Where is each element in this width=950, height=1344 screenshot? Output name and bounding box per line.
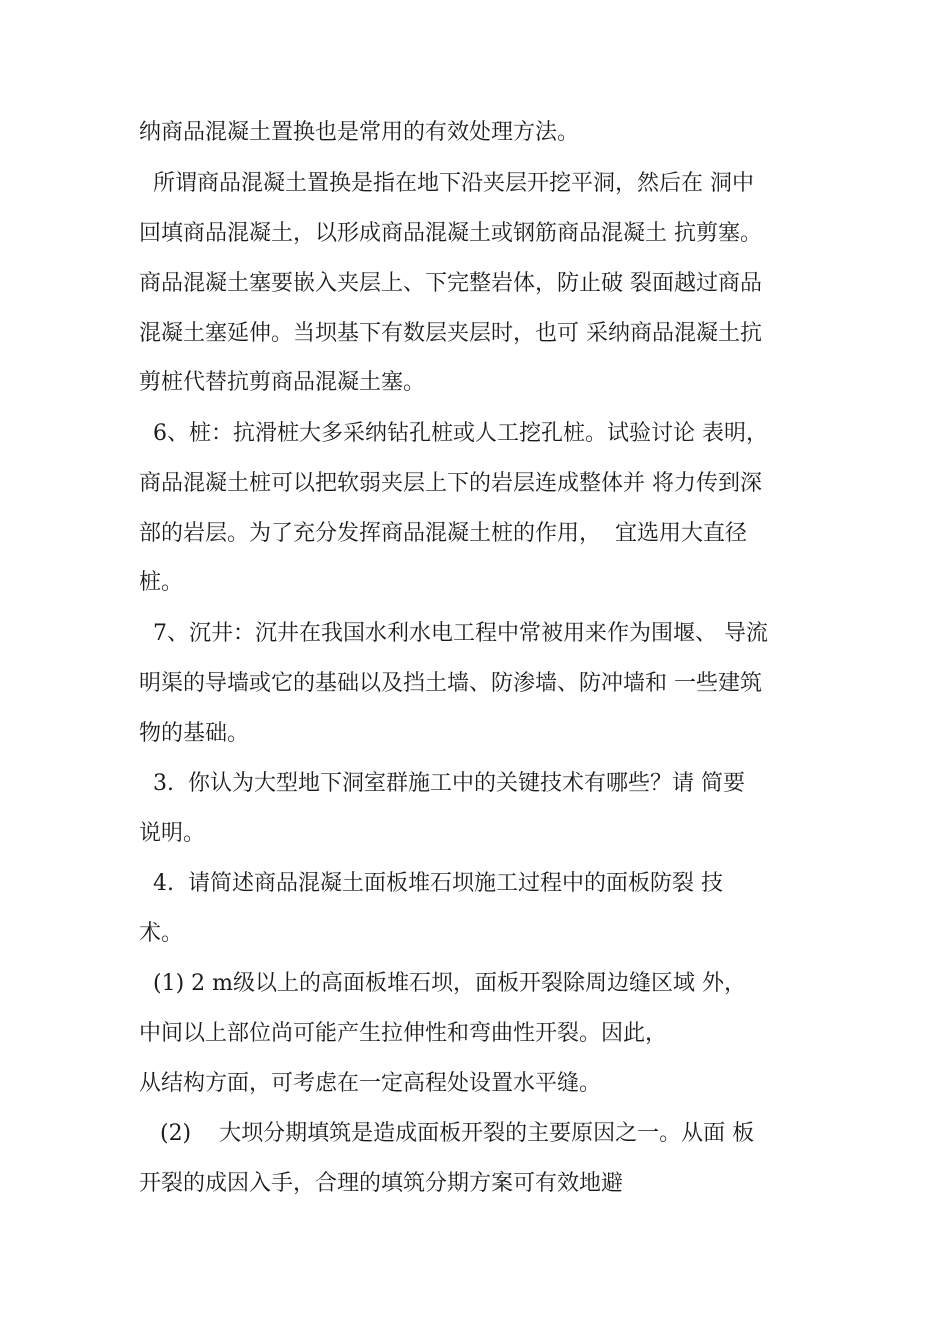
- text-line: 所谓商品混凝土置换是指在地下沿夹层开挖平洞，然后在 洞中: [139, 171, 754, 196]
- text-line: 回填商品混凝土，以形成商品混凝土或钢筋商品混凝土 抗剪塞。: [139, 221, 762, 246]
- text-line: (1) 2 m级以上的高面板堆石坝，面板开裂除周边缝区域 外，: [139, 971, 746, 996]
- text-line: 桩。: [139, 570, 184, 595]
- text-line: 术。: [139, 921, 184, 946]
- text-line: 剪桩代替抗剪商品混凝土塞。: [139, 370, 426, 395]
- text-line: 说明。: [139, 821, 206, 846]
- text-line: 4. 请简述商品混凝土面板堆石坝施工过程中的面板防裂 技: [139, 871, 723, 896]
- text-line: 中间以上部位尚可能产生拉伸性和弯曲性开裂。因此，: [139, 1021, 668, 1046]
- text-line: 纳商品混凝土置换也是常用的有效处理方法。: [139, 120, 580, 145]
- text-line: 从结构方面，可考虑在一定高程处设置水平缝。: [139, 1071, 602, 1096]
- text-line: (2) 大坝分期填筑是造成面板开裂的主要原因之一。从面 板: [139, 1121, 755, 1146]
- text-line: 明渠的导墙或它的基础以及挡土墙、防渗墙、防冲墙和 一些建筑: [139, 671, 762, 696]
- text-line: 物的基础。: [139, 721, 250, 746]
- text-line: 商品混凝土塞要嵌入夹层上、下完整岩体，防止破 裂面越过商品: [139, 271, 762, 296]
- text-line: 6、桩：抗滑桩大多采纳钻孔桩或人工挖孔桩。试验讨论 表明，: [139, 421, 768, 446]
- text-line: 混凝土塞延伸。当坝基下有数层夹层时，也可 采纳商品混凝土抗: [139, 321, 762, 346]
- text-line: 开裂的成因入手，合理的填筑分期方案可有效地避: [139, 1171, 624, 1196]
- text-line: 商品混凝土桩可以把软弱夹层上下的岩层连成整体并 将力传到深: [139, 471, 762, 496]
- text-line: 7、沉井：沉井在我国水利水电工程中常被用来作为围堰、 导流: [139, 621, 768, 646]
- text-line: 3. 你认为大型地下洞室群施工中的关键技术有哪些？请 简要: [139, 771, 745, 796]
- text-line: 部的岩层。为了充分发挥商品混凝土桩的作用， 宜选用大直径: [139, 521, 747, 546]
